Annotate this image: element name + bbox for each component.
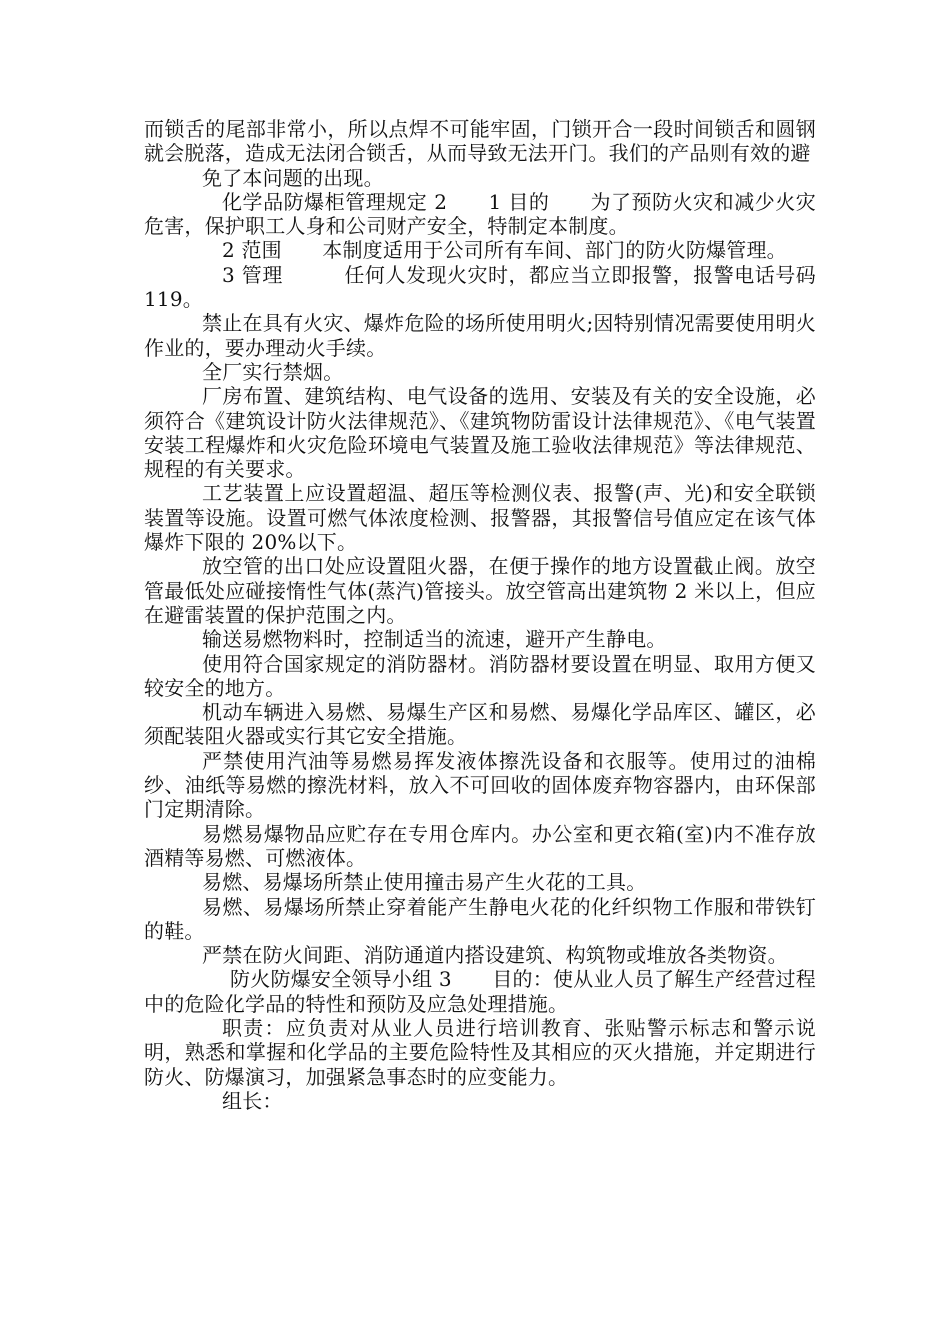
- paragraph-1: 而锁舌的尾部非常小，所以点焊不可能牢固，门锁开合一段时间锁舌和圆钢就会脱落，造成无法闭合锁舌，从而导致无法开门。我们的产品则有效的避: [144, 117, 816, 166]
- paragraph-8: 厂房布置、建筑结构、电气设备的选用、安装及有关的安全设施，必须符合《建筑设计防火法律规范》、《建筑物防雷设计法律规范》、《电气装置安装工程爆炸和火灾危险环境电气装置及施工验收法律规范》等法律规范、规程的有关要求。: [144, 384, 816, 482]
- paragraph-7: 全厂实行禁烟。: [202, 359, 344, 384]
- paragraph-13: 机动车辆进入易燃、易爆生产区和易燃、易爆化学品库区、罐区，必须配装阻火器或实行其它安全措施。: [144, 700, 816, 749]
- paragraph-2: 免了本问题的出现。: [202, 165, 384, 190]
- document-body: [144, 117, 823, 1113]
- paragraph-5: 3 管理 任何人发现火灾时，都应当立即报警，报警电话号码 119。: [144, 262, 823, 312]
- paragraph-9: 工艺装置上应设置超温、超压等检测仪表、报警(声、光)和安全联锁装置等设施。设置可燃气体浓度检测、报警器，其报警信号值应定在该气体爆炸下限的 20%以下。: [144, 481, 816, 555]
- paragraph-3: 化学品防爆柜管理规定 2 1 目的 为了预防火灾和减少火灾危害，保护职工人身和公司财产安全，特制定本制度。: [144, 189, 816, 239]
- paragraph-15: 易燃易爆物品应贮存在专用仓库内。办公室和更衣箱(室)内不准存放酒精等易燃、可燃液体。: [144, 821, 816, 870]
- paragraph-12: 使用符合国家规定的消防器材。消防器材要设置在明显、取用方便又较安全的地方。: [144, 651, 816, 700]
- paragraph-10: 放空管的出口处应设置阻火器，在便于操作的地方设置截止阀。放空管最低处应碰接惰性气体(蒸汽)管接头。放空管高出建筑物 2 米以上，但应在避雷装置的保护范围之内。: [144, 554, 816, 627]
- paragraph-11: 输送易燃物料时，控制适当的流速，避开产生静电。: [202, 627, 667, 652]
- paragraph-18: 严禁在防火间距、消防通道内搭设建筑、构筑物或堆放各类物资。: [202, 943, 788, 968]
- paragraph-6: 禁止在具有火灾、爆炸危险的场所使用明火;因特别情况需要使用明火作业的，要办理动火手续。: [144, 311, 816, 360]
- paragraph-21: 组长：: [222, 1088, 283, 1113]
- paragraph-19: 防火防爆安全领导小组 3 目的：使从业人员了解生产经营过程中的危险化学品的特性和预防及应急处理措施。: [144, 967, 816, 1016]
- paragraph-20: 职责：应负责对从业人员进行培训教育、张贴警示标志和警示说明，熟悉和掌握和化学品的主要危险特性及其相应的灭火措施，并定期进行防火、防爆演习，加强紧急事态时的应变能力。: [144, 1015, 816, 1089]
- paragraph-4: 2 范围 本制度适用于公司所有车间、部门的防火防爆管理。: [222, 238, 787, 263]
- paragraph-16: 易燃、易爆场所禁止使用撞击易产生火花的工具。: [202, 870, 647, 895]
- paragraph-14: 严禁使用汽油等易燃易挥发液体擦洗设备和衣服等。使用过的油棉纱、油纸等易燃的擦洗材料，放入不可回收的固体废弃物容器内，由环保部门定期清除。: [144, 748, 816, 822]
- paragraph-17: 易燃、易爆场所禁止穿着能产生静电火花的化纤织物工作服和带铁钉的鞋。: [144, 894, 816, 943]
